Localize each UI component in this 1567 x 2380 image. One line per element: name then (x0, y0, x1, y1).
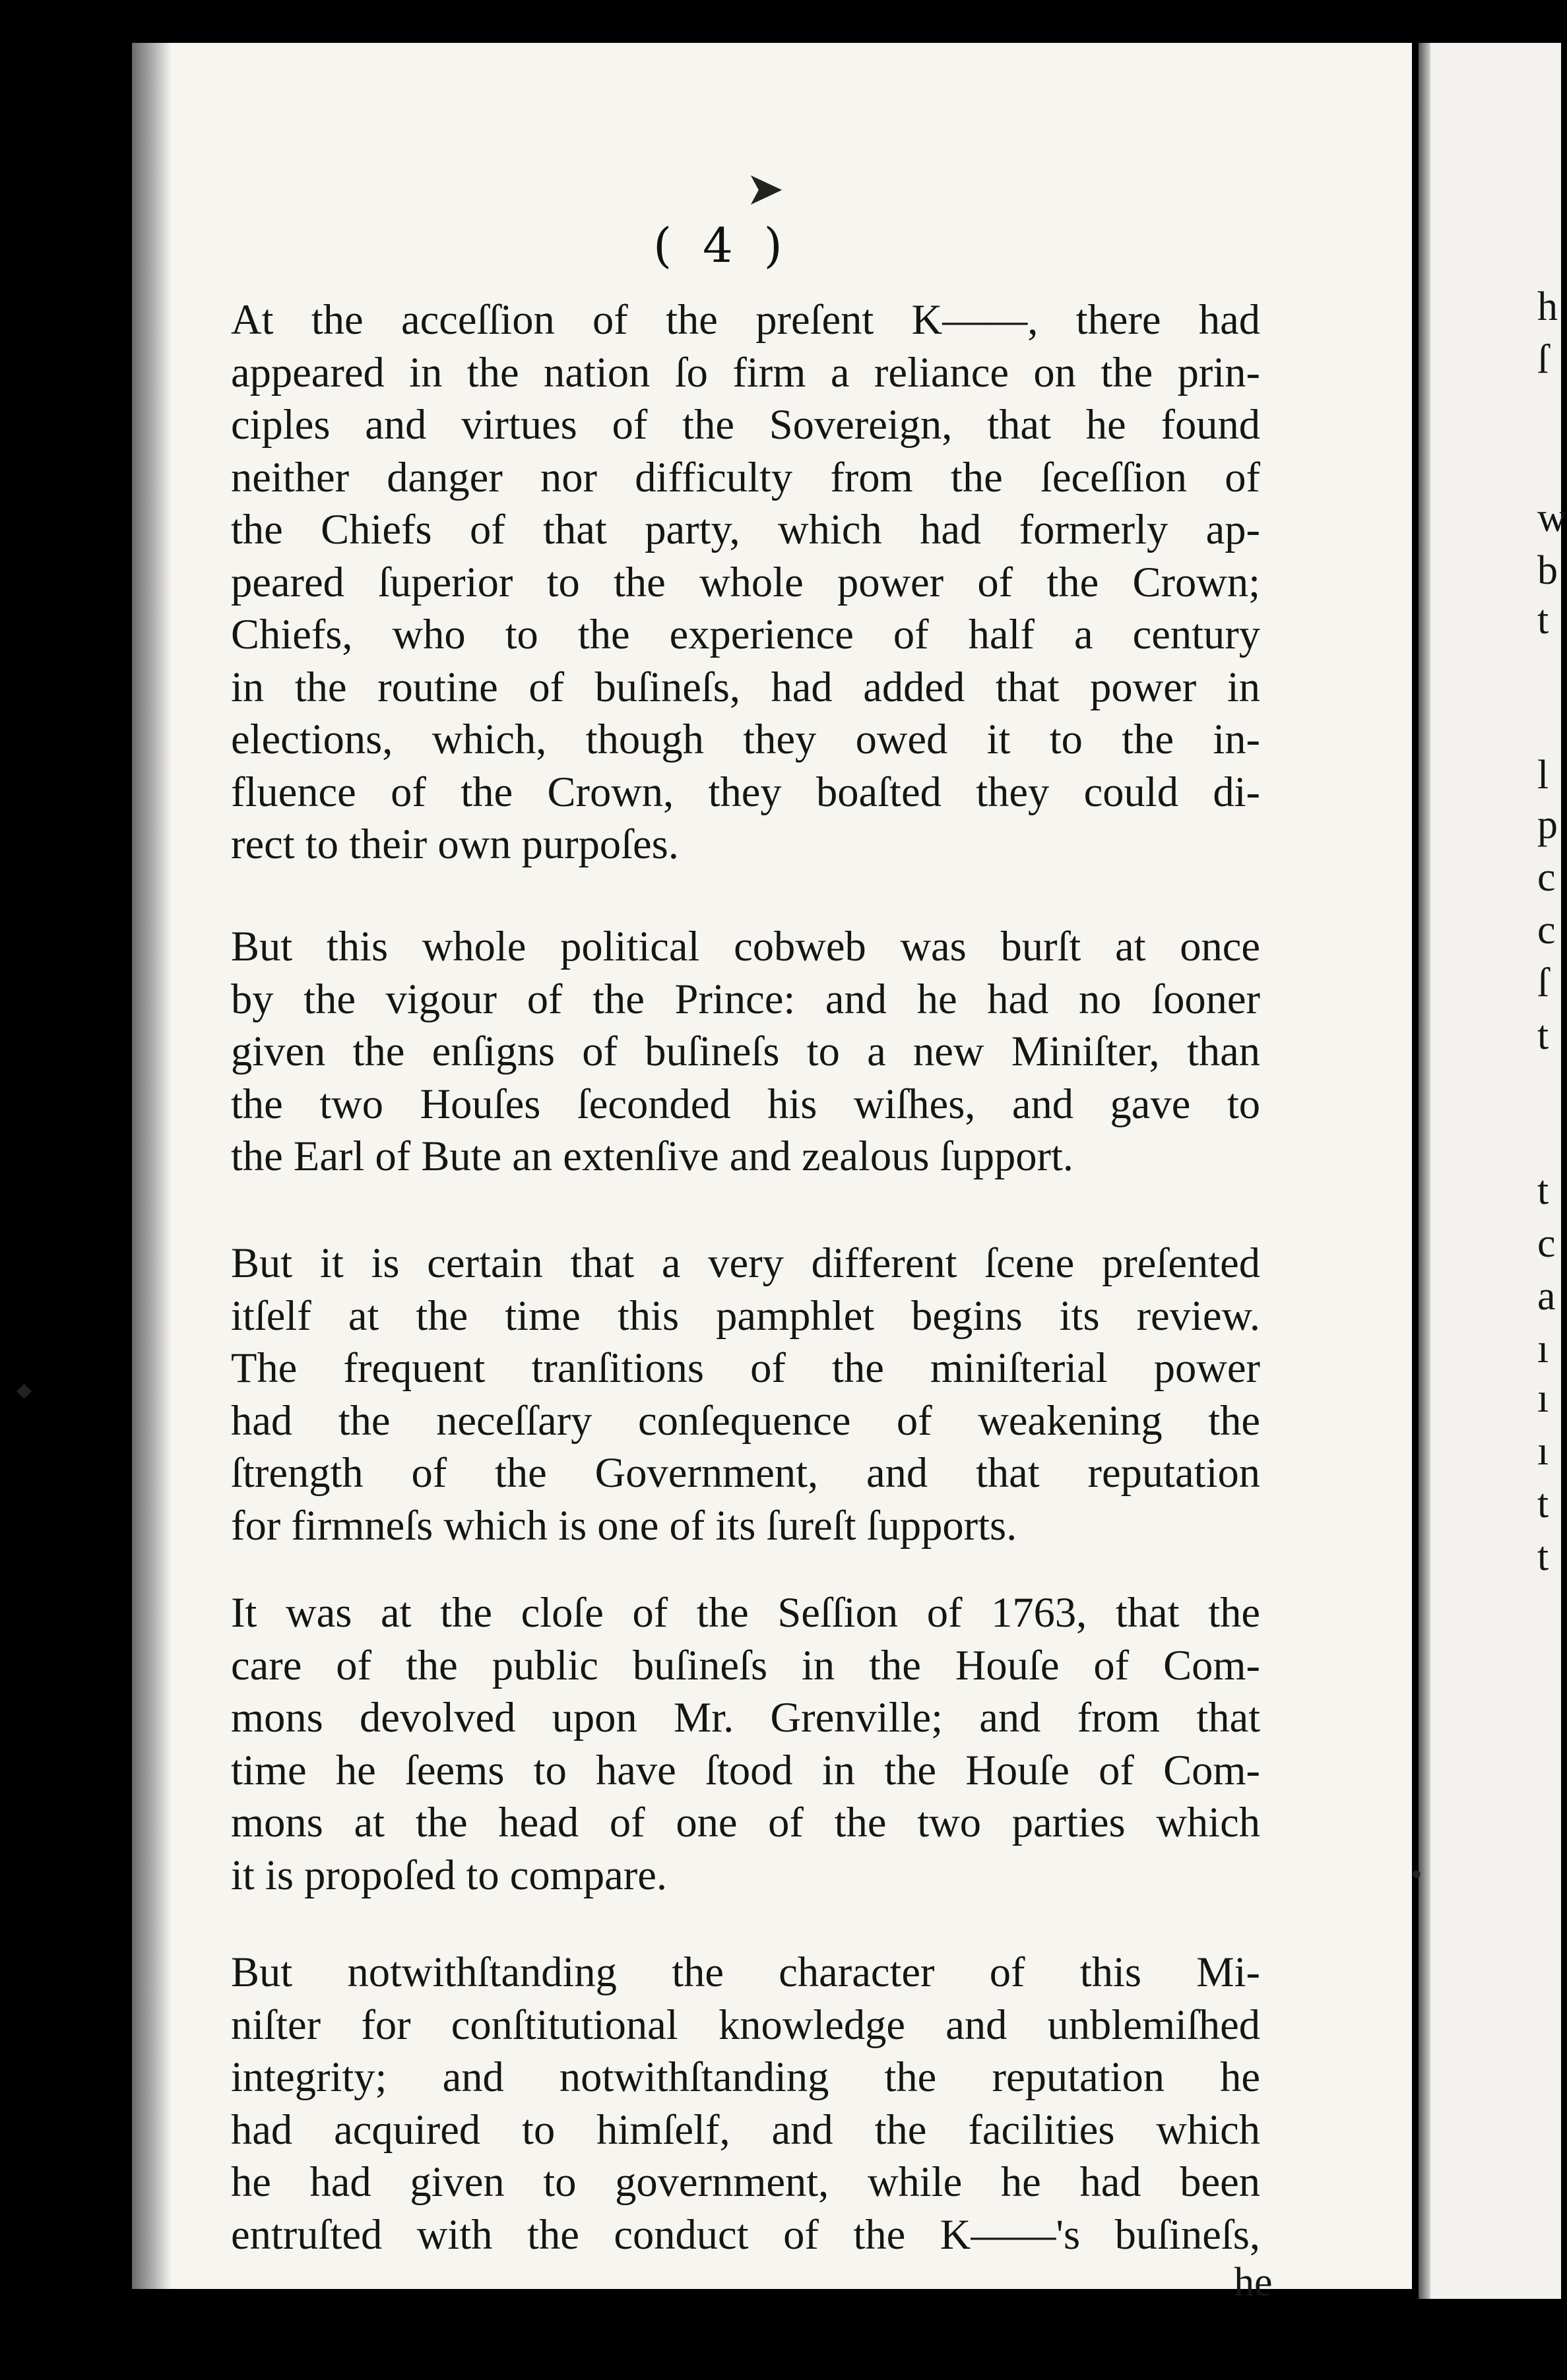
paragraph-5 (231, 1946, 1260, 2261)
paragraph-4 (231, 1586, 1260, 1901)
text-line: care of the public buſineſs in the Houſe of Com- (231, 1641, 1260, 1689)
text-line: had the neceſſary conſequence of weakening the (231, 1396, 1260, 1444)
page-number: ( 4 ) (653, 218, 790, 273)
text-line: it is propoſed to compare. (231, 1851, 667, 1898)
text-line: integrity; and notwithſtanding the reputation he (231, 2053, 1260, 2100)
text-line: the Earl of Bute an extenſive and zealous ſupport. (231, 1133, 1074, 1179)
text-line: entruſted with the conduct of the K——'s buſineſs, (231, 2210, 1260, 2258)
text-line: in the routine of buſineſs, had added that power in (231, 663, 1260, 710)
adjacent-page-letter: c (1537, 1221, 1556, 1266)
adjacent-page-letter: ı (1537, 1376, 1549, 1421)
adjacent-page-letter: p (1537, 802, 1558, 847)
text-line: he had given to government, while he had been (231, 2158, 1260, 2205)
adjacent-page-letter: l (1537, 753, 1549, 798)
ink-dot-mark: • (1409, 1860, 1424, 1891)
adjacent-page-letter: t (1537, 1013, 1549, 1058)
text-line: elections, which, though they owed it to the in- (231, 716, 1260, 763)
text-line: rect to their own purpoſes. (231, 821, 679, 867)
adjacent-page-letter: a (1537, 1274, 1556, 1319)
ink-blot-mark: ➤ (746, 162, 784, 216)
text-line: appeared in the nation ſo firm a reliance on the prin- (231, 348, 1260, 396)
text-line: It was at the cloſe of the Seſſion of 1763, that the (231, 1589, 1260, 1636)
page-gutter-shadow (132, 43, 172, 2289)
text-line: by the vigour of the Prince: and he had no ſooner (231, 975, 1260, 1022)
text-line: mons at the head of one of the two parties which (231, 1799, 1260, 1846)
text-line: The frequent tranſitions of the miniſterial power (231, 1344, 1260, 1391)
text-line: mons devolved upon Mr. Grenville; and from that (231, 1694, 1260, 1741)
adjacent-page-letter: ſ (1537, 337, 1549, 382)
text-line: ciples and virtues of the Sovereign, that he found (231, 401, 1260, 448)
adjacent-page-letter: c (1537, 855, 1556, 900)
text-line: But this whole political cobweb was burſt at once (231, 923, 1260, 970)
text-line: peared ſuperior to the whole power of the Crown; (231, 558, 1260, 606)
adjacent-page-letter: c (1537, 908, 1556, 953)
text-line: for firmneſs which is one of its ſureſt ſupports. (231, 1501, 1017, 1549)
left-margin-dot-mark: ◆ (16, 1379, 32, 1402)
catchword: he (1234, 2260, 1273, 2305)
text-line: had acquired to himſelf, and the facilities which (231, 2106, 1260, 2153)
adjacent-page-letter: ı (1537, 1429, 1549, 1474)
adjacent-page-edge (1419, 43, 1430, 2299)
text-line: given the enſigns of buſineſs to a new Miniſter, than (231, 1028, 1260, 1075)
paragraph-2 (231, 920, 1260, 1183)
adjacent-page-letter: t (1537, 1534, 1549, 1579)
text-line: the Chiefs of that party, which had formerly ap- (231, 506, 1260, 553)
text-line: time he ſeems to have ſtood in the Houſe of Com- (231, 1746, 1260, 1794)
text-line: neither danger nor difficulty from the ſeceſſion of (231, 453, 1260, 501)
adjacent-page-letter: w (1537, 495, 1567, 540)
paragraph-1 (231, 294, 1260, 871)
text-line: niſter for conſtitutional knowledge and unblemiſhed (231, 2001, 1260, 2048)
text-line: Chiefs, who to the experience of half a century (231, 611, 1260, 658)
text-line: At the acceſſion of the preſent K——, there had (231, 296, 1260, 343)
adjacent-page-letter: t (1537, 598, 1549, 642)
adjacent-page-letter: t (1537, 1168, 1549, 1213)
adjacent-page-letter: t (1537, 1482, 1549, 1526)
adjacent-page-letter: b (1537, 548, 1558, 593)
text-line: fluence of the Crown, they boaſted they could di- (231, 768, 1260, 815)
adjacent-page-letter: ı (1537, 1327, 1549, 1371)
text-line: the two Houſes ſeconded his wiſhes, and gave to (231, 1080, 1260, 1127)
text-line: But notwithſtanding the character of this Mi- (231, 1949, 1260, 1995)
text-line: But it is certain that a very different ſcene preſented (231, 1239, 1260, 1286)
paragraph-3 (231, 1237, 1260, 1551)
text-line: itſelf at the time this pamphlet begins its review. (231, 1292, 1260, 1339)
adjacent-page-letter: ſ (1537, 960, 1549, 1005)
text-line: ſtrength of the Government, and that reputation (231, 1449, 1260, 1496)
adjacent-page-letter: h (1537, 284, 1558, 329)
